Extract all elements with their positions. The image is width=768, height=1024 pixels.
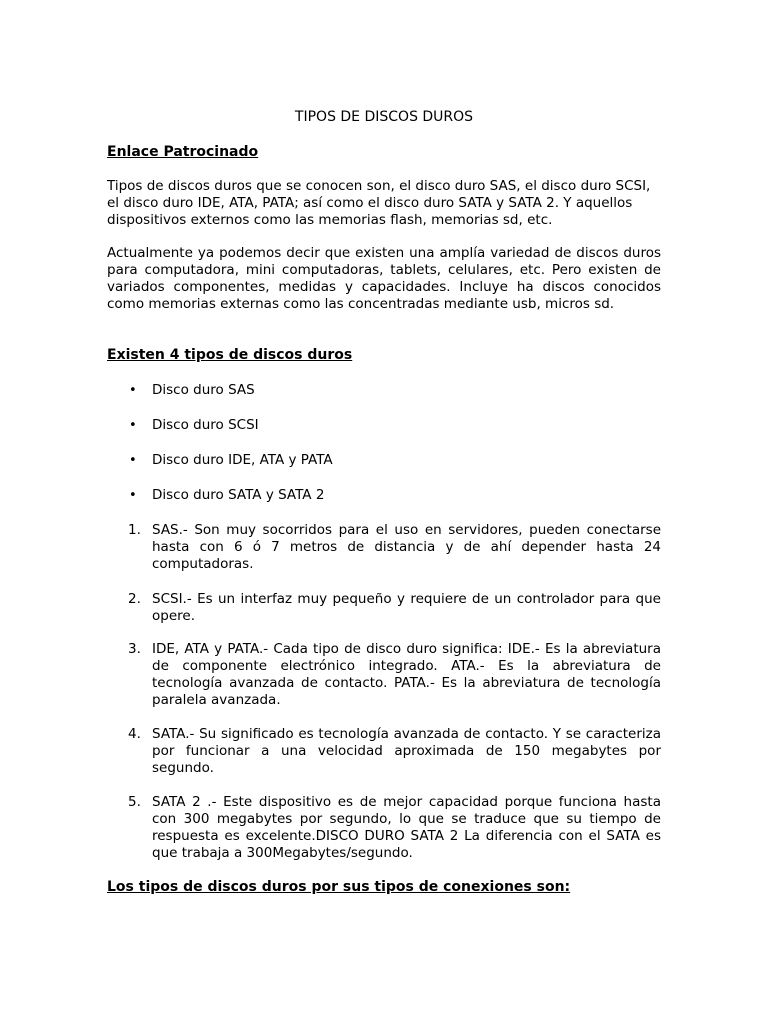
- bullet-text: Disco duro IDE, ATA y PATA: [152, 452, 333, 468]
- bullet-text: Disco duro SAS: [152, 382, 255, 398]
- item-number: 5.: [128, 794, 141, 810]
- types-heading: Existen 4 tipos de discos duros: [107, 347, 353, 363]
- variety-paragraph: Actualmente ya podemos decir que existen una amplía variedad de discos duros para computadora, mini computadoras, tablets, celulares, etc. Pero existen de variados componentes, medidas y capacidades. Incluye ha discos conocidos como memorias externas como las concentradas mediante usb, micros sd.: [107, 245, 661, 312]
- sponsored-link-heading[interactable]: Enlace Patrocinado: [107, 144, 259, 160]
- bullet-icon: •: [129, 488, 137, 503]
- item-number: 3.: [128, 641, 141, 657]
- connections-heading: Los tipos de discos duros por sus tipos de conexiones son:: [107, 879, 571, 895]
- intro-paragraph: Tipos de discos duros que se conocen son, el disco duro SAS, el disco duro SCSI, el disco duro IDE, ATA, PATA; así como el disco duro SATA y SATA 2. Y aquellos dispositivos externos como las memorias flash, memorias sd, etc.: [107, 178, 651, 228]
- item-text: SATA 2 .- Este dispositivo es de mejor capacidad porque funciona hasta con 300 megabytes por segundo, lo que se traduce que su tiempo de respuesta es excelente.DISCO DURO SATA 2 La diferencia con el SATA es que trabaja a 300Megabytes/segundo.: [152, 794, 661, 861]
- item-text: SAS.- Son muy socorridos para el uso en servidores, pueden conectarse hasta con 6 ó 7 metros de distancia y de ahí depender hasta 24 computadoras.: [152, 522, 661, 572]
- bullet-icon: •: [129, 418, 137, 433]
- bullet-icon: •: [129, 453, 137, 468]
- item-text: SATA.- Su significado es tecnología avanzada de contacto. Y se caracteriza por funcionar a una velocidad aproximada de 150 megabytes por segundo.: [152, 726, 661, 776]
- bullet-text: Disco duro SATA y SATA 2: [152, 487, 325, 503]
- item-number: 1.: [128, 522, 141, 538]
- item-text: SCSI.- Es un interfaz muy pequeño y requiere de un controlador para que opere.: [152, 591, 661, 624]
- item-number: 2.: [128, 591, 141, 607]
- bullet-text: Disco duro SCSI: [152, 417, 259, 433]
- item-text: IDE, ATA y PATA.- Cada tipo de disco duro significa: IDE.- Es la abreviatura de componente electrónico integrado. ATA.- Es la abreviatura de tecnología avanzada de contacto. PATA.- Es la abreviatura de tecnología paralela avanzada.: [152, 641, 661, 708]
- document-title: TIPOS DE DISCOS DUROS: [294, 109, 474, 125]
- item-number: 4.: [128, 726, 141, 742]
- bullet-icon: •: [129, 383, 137, 398]
